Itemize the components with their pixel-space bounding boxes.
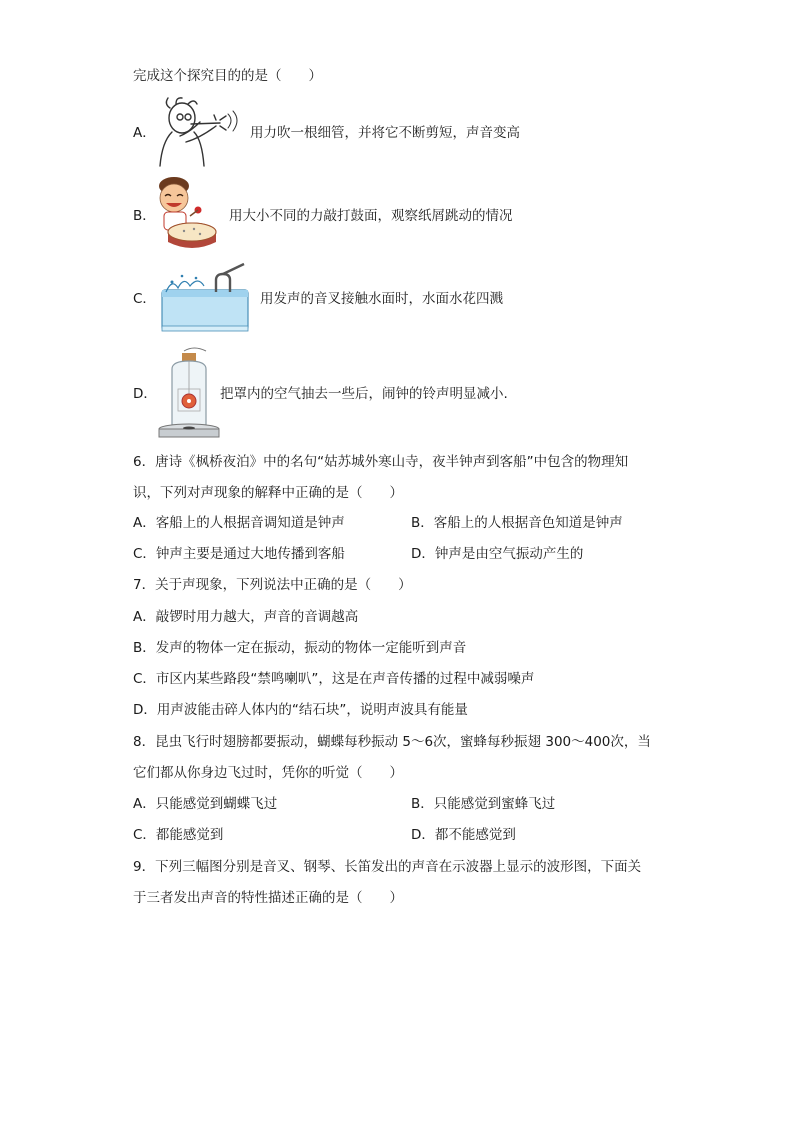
- option-letter: D．: [133, 386, 157, 402]
- question-stem: 7．关于声现象，下列说法中正确的是（ ）: [133, 577, 412, 593]
- option-text: 把罩内的空气抽去一些后，闹钟的铃声明显减小.: [220, 386, 508, 402]
- question-stem: 6．唐诗《枫桥夜泊》中的名句“姑苏城外寒山寺，夜半钟声到客船”中包含的物理知: [133, 454, 629, 470]
- option-letter: A．: [133, 125, 156, 141]
- option-text: 用发声的音叉接触水面时，水面水花四溅: [260, 291, 503, 307]
- bell-jar-alarm-icon: [154, 345, 224, 443]
- option-letter: B．: [133, 208, 156, 224]
- boy-beating-drum-icon: [150, 176, 230, 252]
- option-c[interactable]: C．钟声主要是通过大地传播到客船: [133, 546, 345, 562]
- option-b[interactable]: B．只能感觉到蜜蜂飞过: [411, 796, 556, 812]
- option-b[interactable]: B．客船上的人根据音色知道是钟声: [411, 515, 623, 531]
- option-text: 用力吹一根细管，并将它不断剪短，声音变高: [250, 125, 520, 141]
- option-a[interactable]: A．敲锣时用力越大，声音的音调越高: [133, 609, 359, 625]
- question-stem: 8．昆虫飞行时翅膀都要振动，蝴蝶每秒振动 5～6次，蜜蜂每秒振翅 300～400次，当: [133, 734, 651, 750]
- option-letter: C．: [133, 291, 156, 307]
- option-d[interactable]: D．用声波能击碎人体内的“结石块”，说明声波具有能量: [133, 702, 468, 718]
- question-stem: 于三者发出声音的特性描述正确的是（ ）: [133, 890, 403, 906]
- option-d[interactable]: D．都不能感觉到: [411, 827, 516, 843]
- question-stem: 它们都从你身边飞过时，凭你的听觉（ ）: [133, 765, 403, 781]
- option-b[interactable]: B．发声的物体一定在振动，振动的物体一定能听到声音: [133, 640, 467, 656]
- question-stem: 识，下列对声现象的解释中正确的是（ ）: [133, 485, 403, 501]
- man-blowing-tube-icon: [150, 96, 250, 168]
- option-c[interactable]: C．都能感觉到: [133, 827, 224, 843]
- option-a[interactable]: A．只能感觉到蝴蝶飞过: [133, 796, 278, 812]
- option-text: 用大小不同的力敲打鼓面，观察纸屑跳动的情况: [229, 208, 513, 224]
- option-c[interactable]: C．市区内某些路段“禁鸣喇叭”，这是在声音传播的过程中减弱噪声: [133, 671, 535, 687]
- question-stem: 9．下列三幅图分别是音叉、钢琴、长笛发出的声音在示波器上显示的波形图，下面关: [133, 859, 642, 875]
- option-d[interactable]: D．钟声是由空气振动产生的: [411, 546, 584, 562]
- question-stem-continuation: 完成这个探究目的的是（ ）: [133, 68, 322, 84]
- tuning-fork-water-icon: [152, 262, 260, 336]
- option-a[interactable]: A．客船上的人根据音调知道是钟声: [133, 515, 345, 531]
